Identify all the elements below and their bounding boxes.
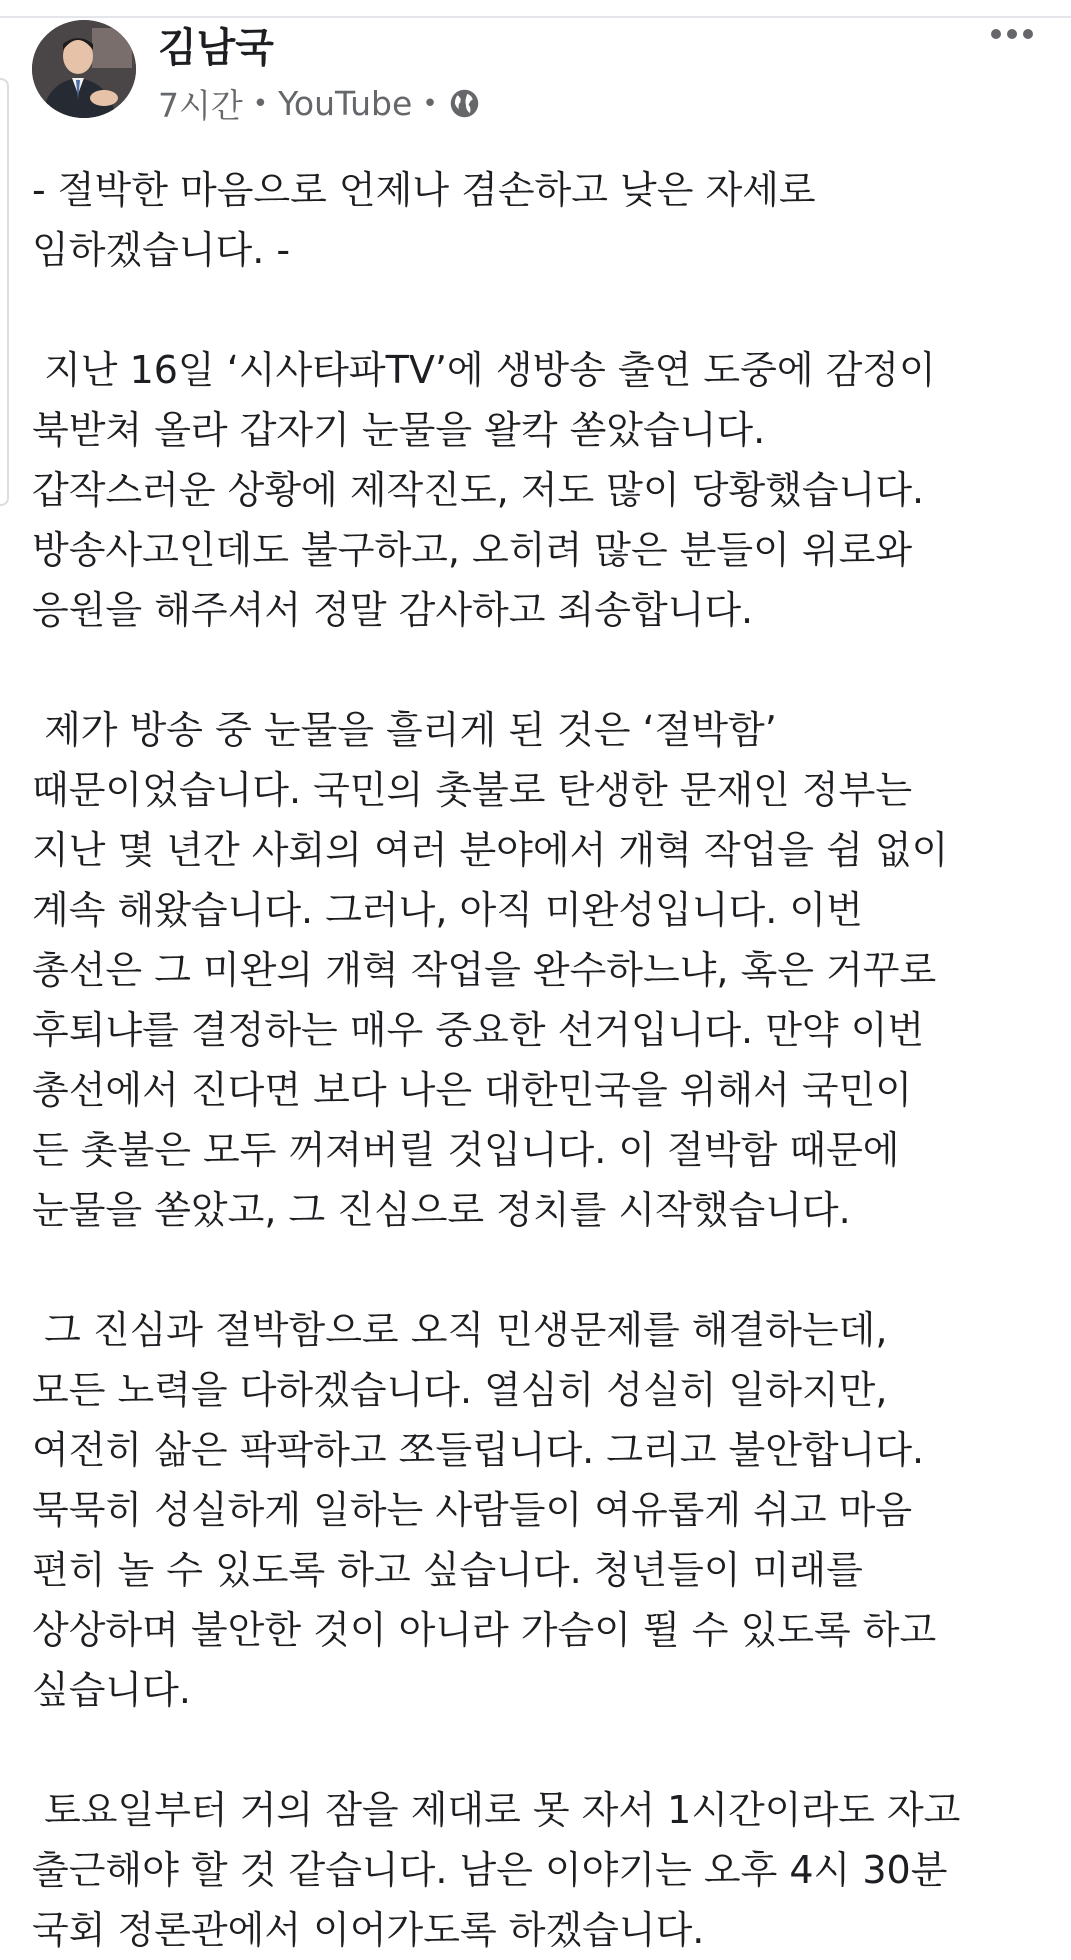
post-source[interactable]: YouTube	[278, 84, 413, 123]
post-text-line: 국회 정론관에서 이어가도록 하겠습니다.	[32, 1908, 705, 1952]
more-icon-dot	[991, 29, 1001, 39]
post-text-line: 모든 노력을 다하겠습니다. 열심히 성실히 일하지만,	[32, 1368, 888, 1412]
post-text-line: - 절박한 마음으로 언제나 겸손하고 낮은 자세로	[32, 168, 816, 212]
post-text-line: 그 진심과 절박함으로 오직 민생문제를 해결하는데,	[32, 1308, 888, 1352]
post-paragraph	[32, 160, 1042, 280]
post-text-line: 눈물을 쏟았고, 그 진심으로 정치를 시작했습니다.	[32, 1188, 851, 1232]
post-text-line: 편히 놀 수 있도록 하고 싶습니다. 청년들이 미래를	[32, 1548, 863, 1592]
post-paragraph	[32, 340, 1042, 640]
post-text-line: 출근해야 할 것 같습니다. 남은 이야기는 오후 4시 30분	[32, 1848, 948, 1892]
post-paragraph	[32, 1780, 1042, 1960]
post-text-line: 방송사고인데도 불구하고, 오히려 많은 분들이 위로와	[32, 528, 913, 572]
post-text-line: 계속 해왔습니다. 그러나, 아직 미완성입니다. 이번	[32, 888, 863, 932]
post-paragraph	[32, 700, 1042, 1240]
avatar-photo	[32, 20, 136, 118]
post-text-line: 총선에서 진다면 보다 나은 대한민국을 위해서 국민이	[32, 1068, 913, 1112]
post-text-line: 지난 16일 ‘시사타파TV’에 생방송 출연 도중에 감정이	[32, 348, 936, 392]
author-name[interactable]: 김남국	[158, 25, 274, 71]
post-text-line: 토요일부터 거의 잠을 제대로 못 자서 1시간이라도 자고	[32, 1788, 961, 1832]
post-text-line: 상상하며 불안한 것이 아니라 가슴이 뛸 수 있도록 하고	[32, 1608, 937, 1652]
more-icon-dot	[1007, 29, 1017, 39]
post-text-line: 갑작스러운 상황에 제작진도, 저도 많이 당황했습니다.	[32, 468, 925, 512]
paragraph-gap	[32, 280, 1042, 340]
paragraph-gap	[32, 1720, 1042, 1780]
more-icon-dot	[1023, 29, 1033, 39]
post-text-line: 지난 몇 년간 사회의 여러 분야에서 개혁 작업을 쉼 없이	[32, 828, 949, 872]
meta-separator: •	[422, 88, 438, 119]
globe-icon[interactable]	[448, 87, 481, 120]
post-meta	[158, 80, 481, 127]
post-text-line: 때문이었습니다. 국민의 촛불로 탄생한 문재인 정부는	[32, 768, 913, 812]
post-text-line: 후퇴냐를 결정하는 매우 중요한 선거입니다. 만약 이번	[32, 1008, 925, 1052]
post-text-line: 제가 방송 중 눈물을 흘리게 된 것은 ‘절박함’	[32, 708, 777, 752]
meta-separator: •	[252, 88, 269, 119]
post-text-line: 총선은 그 미완의 개혁 작업을 완수하느냐, 혹은 거꾸로	[32, 948, 937, 992]
post-text-line: 북받쳐 올라 갑자기 눈물을 왈칵 쏟았습니다.	[32, 408, 766, 452]
post-time[interactable]: 7시간	[158, 86, 243, 125]
post-text-line: 응원을 해주셔서 정말 감사하고 죄송합니다.	[32, 588, 754, 632]
post-text-line: 여전히 삶은 팍팍하고 쪼들립니다. 그리고 불안합니다.	[32, 1428, 925, 1472]
more-options-button[interactable]	[988, 26, 1036, 42]
post-text-line: 든 촛불은 모두 꺼져버릴 것입니다. 이 절박함 때문에	[32, 1128, 900, 1172]
post-text-line: 임하겠습니다. -	[32, 228, 291, 272]
paragraph-gap	[32, 640, 1042, 700]
post-text-line: 묵묵히 성실하게 일하는 사람들이 여유롭게 쉬고 마음	[32, 1488, 913, 1532]
paragraph-gap	[32, 1240, 1042, 1300]
post-paragraph	[32, 1300, 1042, 1720]
post-body	[32, 160, 1042, 1960]
avatar[interactable]	[32, 20, 136, 118]
adjacent-card-edge	[0, 78, 9, 506]
post-text-line: 싶습니다.	[32, 1668, 191, 1712]
